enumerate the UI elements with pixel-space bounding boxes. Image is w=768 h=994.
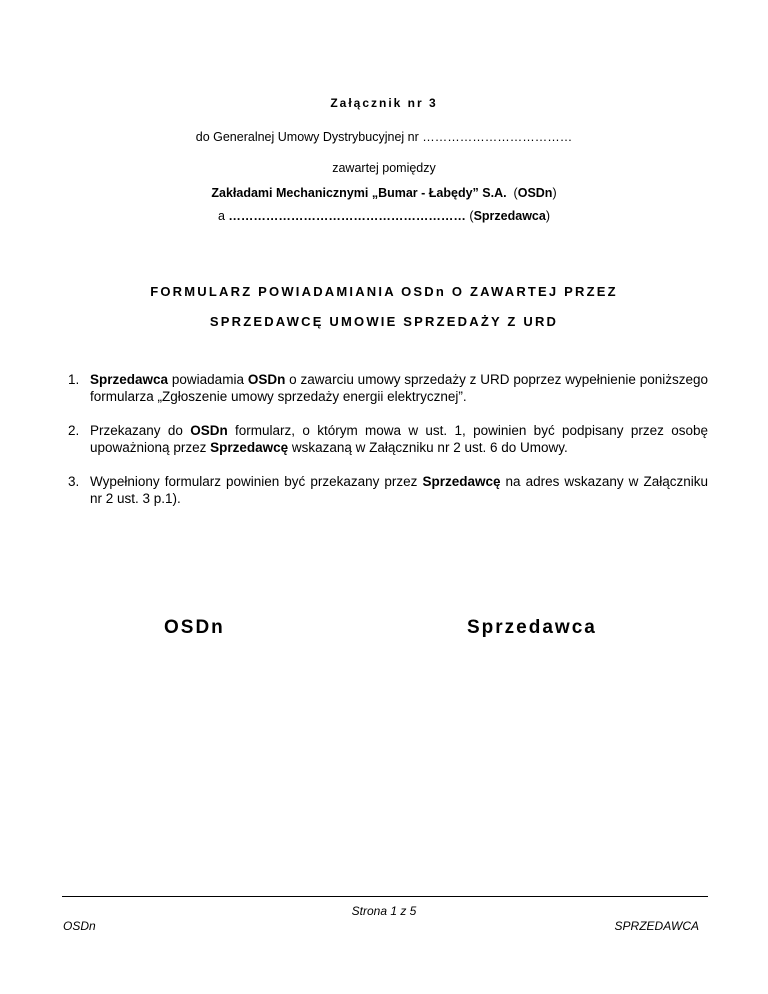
list-item [68,422,708,456]
bold-term: Sprzedawca [90,372,169,387]
item-text: na adres wskazany w Załączniku nr 2 ust. 3 p.1). [90,474,708,506]
party-two [0,209,768,223]
numbered-list [68,371,708,524]
footer-divider [62,896,708,897]
bold-term: Sprzedawcę [422,474,501,489]
item-text: formularz, o którym mowa w ust. 1, powinien być podpisany przez osobę upoważnioną przez [90,423,708,455]
between-text: zawartej pomiędzy [332,161,436,175]
footer-left-label: OSDn [63,919,96,933]
item-text: wskazaną w Załączniku nr 2 ust. 6 do Umowy. [288,440,568,455]
party-one-paren-open: ( [513,186,518,200]
item-text: powiadamia [168,372,248,387]
list-item [68,473,708,507]
list-item-number: 3. [68,474,80,489]
party-one-paren-close: ) [552,186,557,200]
footer-right-label: SPRZEDAWCA [614,919,699,933]
annex-title: Załącznik nr 3 [330,96,438,110]
form-title-line-2: SPRZEDAWCĘ UMOWIE SPRZEDAŻY Z URD [209,314,559,329]
page-number: Strona 1 z 5 [351,904,417,918]
party-two-dots: ………………………………………………… [228,209,466,223]
item-text: Przekazany do [90,423,191,438]
bold-term: OSDn [247,372,286,387]
item-text: Wypełniony formularz powinien być przekazany przez [90,474,423,489]
party-one-role: OSDn [517,186,553,200]
signature-label-sprzedawca: Sprzedawca [467,617,597,638]
bold-term: Sprzedawcę [210,440,289,455]
form-title-line-1: FORMULARZ POWIADAMIANIA OSDn O ZAWARTEJ PRZEZ [150,284,618,299]
party-two-paren-open: ( [469,209,474,223]
party-one [0,186,768,200]
list-item [68,371,708,405]
list-item-number: 2. [68,423,80,438]
party-two-role: Sprzedawca [473,209,546,223]
bold-term: OSDn [190,423,228,438]
party-one-name: Zakładami Mechanicznymi „Bumar - Łabędy” S.A. [211,186,507,200]
party-two-prefix: a [217,209,225,223]
item-text: o zawarciu umowy sprzedaży z URD poprzez wypełnienie poniższego formularza „Zgłoszenie umowy sprzedaży energii elektrycznej”. [90,372,708,404]
list-item-number: 1. [68,372,80,387]
signature-label-osdn: OSDn [164,617,225,638]
agreement-line: do Generalnej Umowy Dystrybucyjnej nr ……………………………… [195,130,573,144]
party-two-paren-close: ) [545,209,551,223]
